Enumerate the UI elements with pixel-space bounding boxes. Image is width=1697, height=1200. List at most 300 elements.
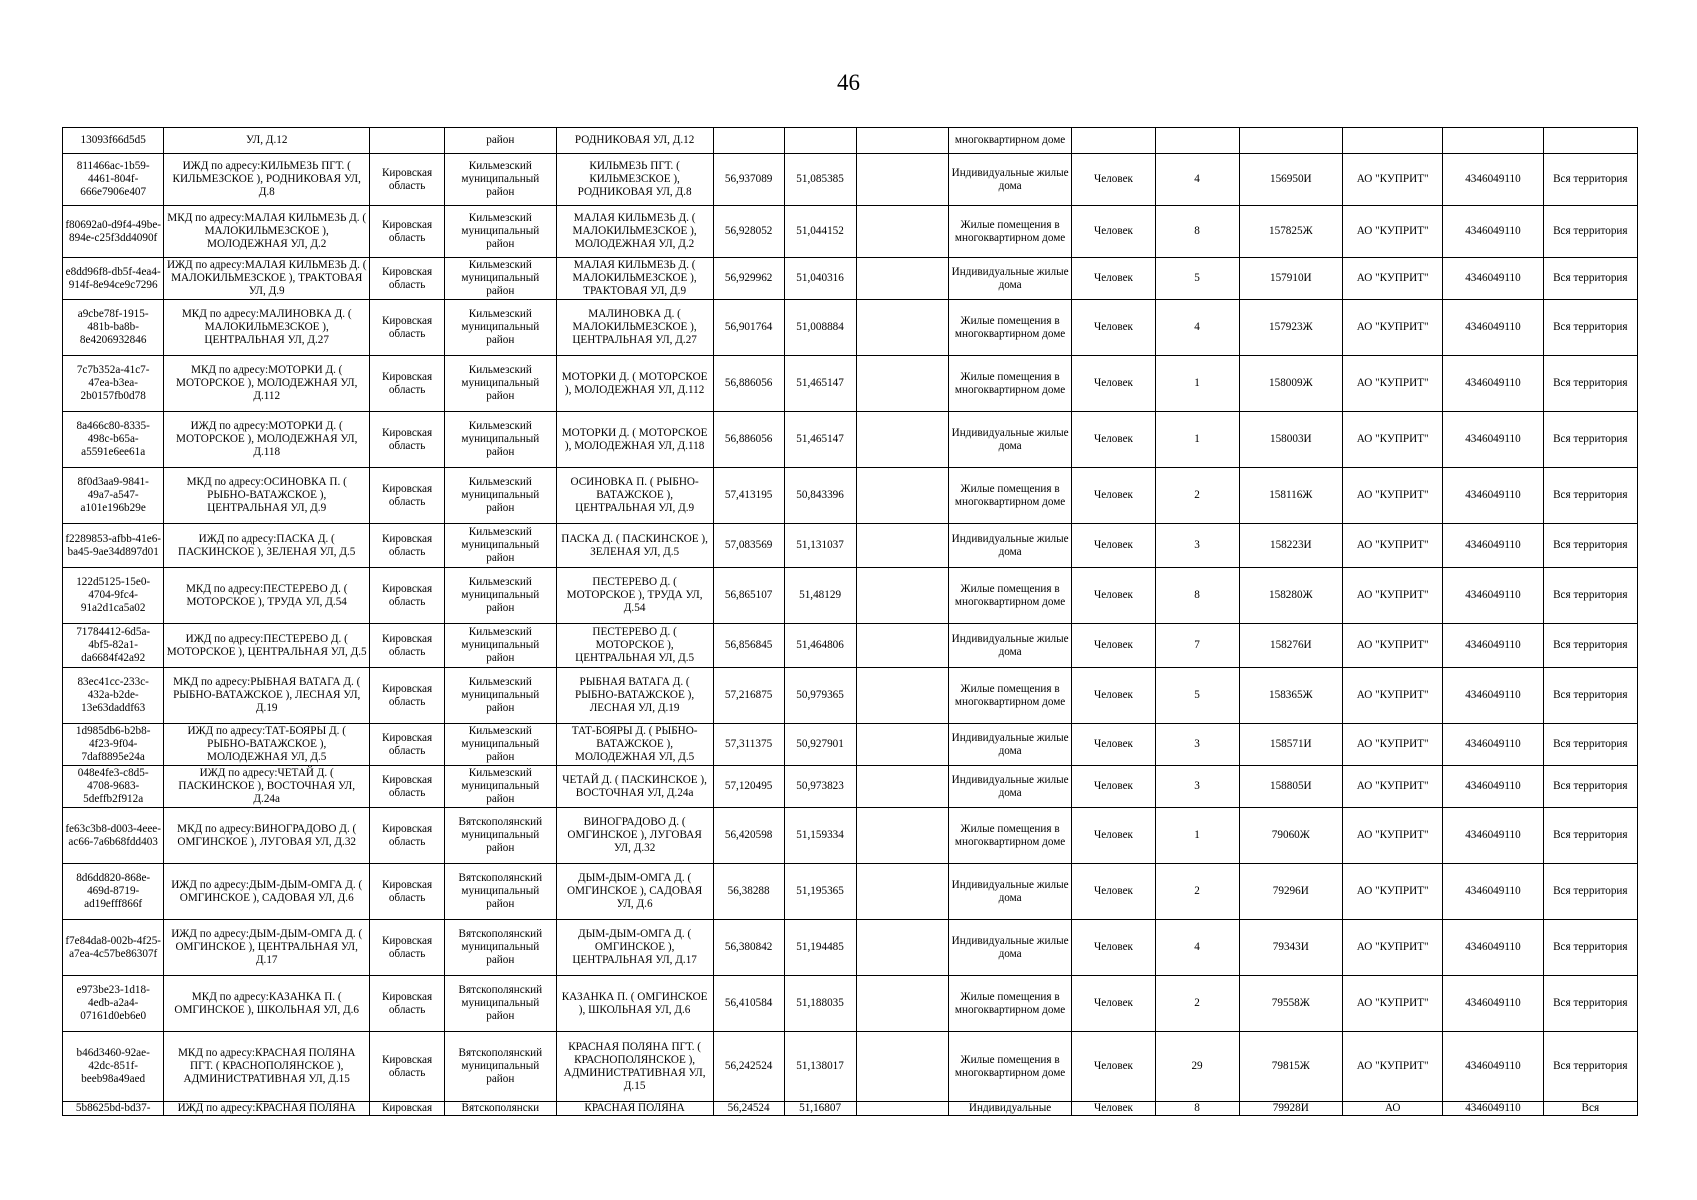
- cell-region: Кировская область: [370, 864, 445, 920]
- cell-object-description: МКД по адресу:МАЛИНОВКА Д. ( МАЛОКИЛЬМЕЗСКОЕ ), ЦЕНТРАЛЬНАЯ УЛ, Д.27: [164, 300, 370, 356]
- cell-longitude: 51,48129: [784, 568, 856, 624]
- cell-object-description: МКД по адресу:ПЕСТЕРЕВО Д. ( МОТОРСКОЕ ), ТРУДА УЛ, Д.54: [164, 568, 370, 624]
- cell-empty-column: [856, 568, 948, 624]
- cell-region: Кировская область: [370, 206, 445, 258]
- table-body: [63, 128, 1638, 1116]
- cell-code: 157923Ж: [1239, 300, 1342, 356]
- table-row: [63, 624, 1638, 668]
- cell-unit: Человек: [1072, 206, 1155, 258]
- cell-housing-type: Жилые помещения в многоквартирном доме: [948, 1032, 1072, 1102]
- cell-municipal-district: Кильмезский муниципальный район: [445, 724, 556, 766]
- cell-longitude: 51,465147: [784, 412, 856, 468]
- cell-municipal-district: Кильмезский муниципальный район: [445, 154, 556, 206]
- cell-empty-column: [856, 864, 948, 920]
- cell-unit: Человек: [1072, 154, 1155, 206]
- cell-housing-type: Индивидуальные жилые дома: [948, 724, 1072, 766]
- cell-inn: 4346049110: [1443, 668, 1543, 724]
- cell-longitude: 51,465147: [784, 356, 856, 412]
- cell-empty-column: [856, 724, 948, 766]
- cell-inn: 4346049110: [1443, 412, 1543, 468]
- table-row: [63, 300, 1638, 356]
- table-row: [63, 468, 1638, 524]
- cell-territory: Вся территория: [1543, 1032, 1637, 1102]
- cell-address: МАЛАЯ КИЛЬМЕЗЬ Д. ( МАЛОКИЛЬМЕЗСКОЕ ), МОЛОДЕЖНАЯ УЛ, Д.2: [556, 206, 713, 258]
- cell-empty-column: [856, 300, 948, 356]
- cell-object-description: ИЖД по адресу:КИЛЬМЕЗЬ ПГТ. ( КИЛЬМЕЗСКОЕ ), РОДНИКОВАЯ УЛ, Д.8: [164, 154, 370, 206]
- cell-company: АО "КУПРИТ": [1342, 206, 1442, 258]
- cell-count: 2: [1155, 468, 1239, 524]
- cell-region: Кировская область: [370, 524, 445, 568]
- cell-code: 79296И: [1239, 864, 1342, 920]
- cell-municipal-district: Кильмезский муниципальный район: [445, 412, 556, 468]
- cell-address: РОДНИКОВАЯ УЛ, Д.12: [556, 128, 713, 154]
- cell-housing-type: Индивидуальные жилые дома: [948, 524, 1072, 568]
- cell-housing-type: Жилые помещения в многоквартирном доме: [948, 356, 1072, 412]
- cell-company: [1342, 128, 1442, 154]
- cell-latitude: 56,380842: [713, 920, 784, 976]
- cell-address: ОСИНОВКА П. ( РЫБНО-ВАТАЖСКОЕ ), ЦЕНТРАЛЬНАЯ УЛ, Д.9: [556, 468, 713, 524]
- cell-housing-type: Индивидуальные жилые дома: [948, 258, 1072, 300]
- cell-uuid: 7c7b352a-41c7-47ea-b3ea-2b0157fb0d78: [63, 356, 164, 412]
- cell-unit: Человек: [1072, 412, 1155, 468]
- cell-address: ЧЕТАЙ Д. ( ПАСКИНСКОЕ ), ВОСТОЧНАЯ УЛ, Д.24а: [556, 766, 713, 808]
- cell-code: 79815Ж: [1239, 1032, 1342, 1102]
- cell-empty-column: [856, 1032, 948, 1102]
- cell-inn: 4346049110: [1443, 864, 1543, 920]
- cell-empty-column: [856, 258, 948, 300]
- cell-territory: Вся территория: [1543, 258, 1637, 300]
- cell-inn: 4346049110: [1443, 1102, 1543, 1116]
- cell-address: МАЛИНОВКА Д. ( МАЛОКИЛЬМЕЗСКОЕ ), ЦЕНТРАЛЬНАЯ УЛ, Д.27: [556, 300, 713, 356]
- cell-inn: 4346049110: [1443, 920, 1543, 976]
- cell-region: Кировская область: [370, 724, 445, 766]
- cell-code: 79928И: [1239, 1102, 1342, 1116]
- cell-company: АО "КУПРИТ": [1342, 468, 1442, 524]
- cell-uuid: 1d985db6-b2b8-4f23-9f04-7daf8895e24a: [63, 724, 164, 766]
- cell-count: 7: [1155, 624, 1239, 668]
- cell-region: Кировская область: [370, 258, 445, 300]
- cell-count: 2: [1155, 976, 1239, 1032]
- cell-inn: 4346049110: [1443, 1032, 1543, 1102]
- cell-municipal-district: Кильмезский муниципальный район: [445, 300, 556, 356]
- cell-count: 1: [1155, 412, 1239, 468]
- cell-empty-column: [856, 356, 948, 412]
- cell-housing-type: Индивидуальные жилые дома: [948, 864, 1072, 920]
- cell-latitude: 56,865107: [713, 568, 784, 624]
- cell-unit: Человек: [1072, 808, 1155, 864]
- cell-inn: 4346049110: [1443, 524, 1543, 568]
- table-row: [63, 206, 1638, 258]
- cell-count: 1: [1155, 356, 1239, 412]
- cell-count: 8: [1155, 1102, 1239, 1116]
- cell-municipal-district: Кильмезский муниципальный район: [445, 356, 556, 412]
- cell-code: 79343И: [1239, 920, 1342, 976]
- cell-region: Кировская область: [370, 356, 445, 412]
- cell-latitude: 56,886056: [713, 356, 784, 412]
- cell-object-description: МКД по адресу:РЫБНАЯ ВАТАГА Д. ( РЫБНО-ВАТАЖСКОЕ ), ЛЕСНАЯ УЛ, Д.19: [164, 668, 370, 724]
- cell-uuid: a9cbe78f-1915-481b-ba8b-8e4206932846: [63, 300, 164, 356]
- table-row: [63, 668, 1638, 724]
- cell-uuid: 83ec41cc-233c-432a-b2de-13e63daddf63: [63, 668, 164, 724]
- cell-object-description: ИЖД по адресу:КРАСНАЯ ПОЛЯНА: [164, 1102, 370, 1116]
- cell-uuid: f2289853-afbb-41e6-ba45-9ae34d897d01: [63, 524, 164, 568]
- cell-housing-type: Жилые помещения в многоквартирном доме: [948, 300, 1072, 356]
- page-number: 46: [837, 70, 860, 95]
- cell-inn: 4346049110: [1443, 568, 1543, 624]
- cell-region: Кировская область: [370, 766, 445, 808]
- cell-municipal-district: Кильмезский муниципальный район: [445, 524, 556, 568]
- cell-unit: Человек: [1072, 300, 1155, 356]
- cell-count: 3: [1155, 524, 1239, 568]
- cell-code: 79558Ж: [1239, 976, 1342, 1032]
- cell-company: АО "КУПРИТ": [1342, 808, 1442, 864]
- cell-object-description: ИЖД по адресу:ДЫМ-ДЫМ-ОМГА Д. ( ОМГИНСКОЕ ), САДОВАЯ УЛ, Д.6: [164, 864, 370, 920]
- cell-longitude: [784, 128, 856, 154]
- cell-municipal-district: Вятскополянский муниципальный район: [445, 920, 556, 976]
- cell-uuid: fe63c3b8-d003-4eee-ac66-7a6b68fdd403: [63, 808, 164, 864]
- cell-housing-type: Жилые помещения в многоквартирном доме: [948, 668, 1072, 724]
- cell-territory: Вся территория: [1543, 412, 1637, 468]
- cell-unit: Человек: [1072, 624, 1155, 668]
- cell-inn: 4346049110: [1443, 258, 1543, 300]
- cell-code: 158116Ж: [1239, 468, 1342, 524]
- cell-municipal-district: Кильмезский муниципальный район: [445, 668, 556, 724]
- cell-municipal-district: Вятскополянский муниципальный район: [445, 1032, 556, 1102]
- cell-empty-column: [856, 668, 948, 724]
- cell-territory: Вся территория: [1543, 864, 1637, 920]
- cell-unit: Человек: [1072, 356, 1155, 412]
- table-row: [63, 128, 1638, 154]
- table-row: [63, 154, 1638, 206]
- cell-company: АО "КУПРИТ": [1342, 568, 1442, 624]
- cell-unit: Человек: [1072, 724, 1155, 766]
- table-row: [63, 808, 1638, 864]
- cell-municipal-district: Кильмезский муниципальный район: [445, 468, 556, 524]
- cell-code: 158276И: [1239, 624, 1342, 668]
- cell-address: ДЫМ-ДЫМ-ОМГА Д. ( ОМГИНСКОЕ ), ЦЕНТРАЛЬНАЯ УЛ, Д.17: [556, 920, 713, 976]
- cell-uuid: e973be23-1d18-4edb-a2a4-07161d0eb6e0: [63, 976, 164, 1032]
- cell-code: 157825Ж: [1239, 206, 1342, 258]
- cell-longitude: 51,008884: [784, 300, 856, 356]
- table-row: [63, 1032, 1638, 1102]
- cell-region: Кировская область: [370, 668, 445, 724]
- table-row: [63, 524, 1638, 568]
- cell-unit: Человек: [1072, 468, 1155, 524]
- cell-latitude: 56,929962: [713, 258, 784, 300]
- cell-company: АО "КУПРИТ": [1342, 356, 1442, 412]
- cell-company: АО "КУПРИТ": [1342, 1032, 1442, 1102]
- cell-territory: Вся территория: [1543, 300, 1637, 356]
- cell-object-description: УЛ, Д.12: [164, 128, 370, 154]
- cell-code: 158571И: [1239, 724, 1342, 766]
- cell-unit: Человек: [1072, 864, 1155, 920]
- cell-housing-type: Индивидуальные жилые дома: [948, 920, 1072, 976]
- cell-territory: Вся территория: [1543, 524, 1637, 568]
- cell-company: АО "КУПРИТ": [1342, 724, 1442, 766]
- cell-uuid: 811466ac-1b59-4461-804f-666e7906e407: [63, 154, 164, 206]
- cell-unit: Человек: [1072, 1032, 1155, 1102]
- cell-empty-column: [856, 1102, 948, 1116]
- cell-object-description: ИЖД по адресу:ПАСКА Д. ( ПАСКИНСКОЕ ), ЗЕЛЕНАЯ УЛ, Д.5: [164, 524, 370, 568]
- cell-region: Кировская область: [370, 1032, 445, 1102]
- cell-unit: Человек: [1072, 766, 1155, 808]
- cell-address: ПЕСТЕРЕВО Д. ( МОТОРСКОЕ ), ЦЕНТРАЛЬНАЯ УЛ, Д.5: [556, 624, 713, 668]
- cell-region: Кировская область: [370, 568, 445, 624]
- cell-code: 158365Ж: [1239, 668, 1342, 724]
- table-row: [63, 356, 1638, 412]
- cell-latitude: 56,928052: [713, 206, 784, 258]
- cell-empty-column: [856, 920, 948, 976]
- cell-empty-column: [856, 976, 948, 1032]
- cell-territory: Вся территория: [1543, 154, 1637, 206]
- cell-latitude: 56,410584: [713, 976, 784, 1032]
- cell-territory: Вся: [1543, 1102, 1637, 1116]
- cell-housing-type: Индивидуальные жилые дома: [948, 154, 1072, 206]
- cell-inn: 4346049110: [1443, 976, 1543, 1032]
- cell-code: 158805И: [1239, 766, 1342, 808]
- cell-object-description: ИЖД по адресу:ПЕСТЕРЕВО Д. ( МОТОРСКОЕ ), ЦЕНТРАЛЬНАЯ УЛ, Д.5: [164, 624, 370, 668]
- cell-territory: Вся территория: [1543, 206, 1637, 258]
- cell-inn: 4346049110: [1443, 154, 1543, 206]
- cell-longitude: 50,979365: [784, 668, 856, 724]
- cell-count: 4: [1155, 920, 1239, 976]
- cell-company: АО "КУПРИТ": [1342, 920, 1442, 976]
- cell-housing-type: Жилые помещения в многоквартирном доме: [948, 808, 1072, 864]
- cell-territory: Вся территория: [1543, 808, 1637, 864]
- cell-longitude: 51,085385: [784, 154, 856, 206]
- cell-company: АО "КУПРИТ": [1342, 668, 1442, 724]
- table-row: [63, 412, 1638, 468]
- cell-address: ПАСКА Д. ( ПАСКИНСКОЕ ), ЗЕЛЕНАЯ УЛ, Д.5: [556, 524, 713, 568]
- cell-latitude: 56,38288: [713, 864, 784, 920]
- cell-territory: Вся территория: [1543, 668, 1637, 724]
- cell-inn: 4346049110: [1443, 468, 1543, 524]
- cell-empty-column: [856, 128, 948, 154]
- cell-latitude: 57,083569: [713, 524, 784, 568]
- cell-address: КРАСНАЯ ПОЛЯНА ПГТ. ( КРАСНОПОЛЯНСКОЕ ), АДМИНИСТРАТИВНАЯ УЛ, Д.15: [556, 1032, 713, 1102]
- cell-latitude: 56,420598: [713, 808, 784, 864]
- cell-company: АО "КУПРИТ": [1342, 300, 1442, 356]
- cell-company: АО "КУПРИТ": [1342, 524, 1442, 568]
- cell-uuid: e8dd96f8-db5f-4ea4-914f-8e94ce9c7296: [63, 258, 164, 300]
- cell-longitude: 51,131037: [784, 524, 856, 568]
- cell-longitude: 51,464806: [784, 624, 856, 668]
- cell-empty-column: [856, 524, 948, 568]
- cell-uuid: 122d5125-15e0-4704-9fc4-91a2d1ca5a02: [63, 568, 164, 624]
- cell-company: АО: [1342, 1102, 1442, 1116]
- cell-longitude: 50,927901: [784, 724, 856, 766]
- cell-object-description: ИЖД по адресу:МАЛАЯ КИЛЬМЕЗЬ Д. ( МАЛОКИЛЬМЕЗСКОЕ ), ТРАКТОВАЯ УЛ, Д.9: [164, 258, 370, 300]
- cell-inn: 4346049110: [1443, 766, 1543, 808]
- cell-empty-column: [856, 412, 948, 468]
- cell-territory: Вся территория: [1543, 724, 1637, 766]
- cell-address: РЫБНАЯ ВАТАГА Д. ( РЫБНО-ВАТАЖСКОЕ ), ЛЕСНАЯ УЛ, Д.19: [556, 668, 713, 724]
- cell-latitude: 57,413195: [713, 468, 784, 524]
- cell-count: 3: [1155, 724, 1239, 766]
- cell-object-description: МКД по адресу:МАЛАЯ КИЛЬМЕЗЬ Д. ( МАЛОКИЛЬМЕЗСКОЕ ), МОЛОДЕЖНАЯ УЛ, Д.2: [164, 206, 370, 258]
- table-row: [63, 766, 1638, 808]
- cell-longitude: 50,973823: [784, 766, 856, 808]
- cell-address: ВИНОГРАДОВО Д. ( ОМГИНСКОЕ ), ЛУГОВАЯ УЛ, Д.32: [556, 808, 713, 864]
- table-row: [63, 1102, 1638, 1116]
- table-row: [63, 568, 1638, 624]
- cell-housing-type: Жилые помещения в многоквартирном доме: [948, 206, 1072, 258]
- cell-latitude: [713, 128, 784, 154]
- cell-territory: Вся территория: [1543, 920, 1637, 976]
- cell-longitude: 51,138017: [784, 1032, 856, 1102]
- cell-territory: [1543, 128, 1637, 154]
- cell-object-description: МКД по адресу:МОТОРКИ Д. ( МОТОРСКОЕ ), МОЛОДЕЖНАЯ УЛ, Д.112: [164, 356, 370, 412]
- cell-latitude: 57,311375: [713, 724, 784, 766]
- cell-longitude: 51,16807: [784, 1102, 856, 1116]
- cell-code: 157910И: [1239, 258, 1342, 300]
- cell-count: 4: [1155, 154, 1239, 206]
- cell-housing-type: Жилые помещения в многоквартирном доме: [948, 568, 1072, 624]
- cell-empty-column: [856, 206, 948, 258]
- cell-region: [370, 128, 445, 154]
- cell-company: АО "КУПРИТ": [1342, 412, 1442, 468]
- table-row: [63, 258, 1638, 300]
- cell-housing-type: многоквартирном доме: [948, 128, 1072, 154]
- cell-latitude: 56,856845: [713, 624, 784, 668]
- cell-municipal-district: Кильмезский муниципальный район: [445, 624, 556, 668]
- cell-code: 158009Ж: [1239, 356, 1342, 412]
- cell-housing-type: Индивидуальные жилые дома: [948, 624, 1072, 668]
- table-row: [63, 920, 1638, 976]
- cell-unit: Человек: [1072, 568, 1155, 624]
- cell-longitude: 51,159334: [784, 808, 856, 864]
- cell-housing-type: Индивидуальные жилые дома: [948, 412, 1072, 468]
- cell-count: 3: [1155, 766, 1239, 808]
- cell-company: АО "КУПРИТ": [1342, 258, 1442, 300]
- cell-municipal-district: район: [445, 128, 556, 154]
- cell-count: [1155, 128, 1239, 154]
- cell-address: ТАТ-БОЯРЫ Д. ( РЫБНО-ВАТАЖСКОЕ ), МОЛОДЕЖНАЯ УЛ, Д.5: [556, 724, 713, 766]
- cell-code: 79060Ж: [1239, 808, 1342, 864]
- table-row: [63, 976, 1638, 1032]
- cell-territory: Вся территория: [1543, 766, 1637, 808]
- cell-object-description: ИЖД по адресу:МОТОРКИ Д. ( МОТОРСКОЕ ), МОЛОДЕЖНАЯ УЛ, Д.118: [164, 412, 370, 468]
- cell-municipal-district: Вятскополянский муниципальный район: [445, 864, 556, 920]
- cell-region: Кировская: [370, 1102, 445, 1116]
- cell-empty-column: [856, 766, 948, 808]
- cell-inn: [1443, 128, 1543, 154]
- cell-unit: Человек: [1072, 668, 1155, 724]
- cell-uuid: 13093f66d5d5: [63, 128, 164, 154]
- cell-address: КАЗАНКА П. ( ОМГИНСКОЕ ), ШКОЛЬНАЯ УЛ, Д.6: [556, 976, 713, 1032]
- cell-region: Кировская область: [370, 624, 445, 668]
- cell-unit: Человек: [1072, 1102, 1155, 1116]
- cell-code: 158223И: [1239, 524, 1342, 568]
- cell-code: 156950И: [1239, 154, 1342, 206]
- cell-object-description: ИЖД по адресу:ДЫМ-ДЫМ-ОМГА Д. ( ОМГИНСКОЕ ), ЦЕНТРАЛЬНАЯ УЛ, Д.17: [164, 920, 370, 976]
- cell-region: Кировская область: [370, 468, 445, 524]
- cell-longitude: 51,044152: [784, 206, 856, 258]
- cell-code: 158003И: [1239, 412, 1342, 468]
- cell-code: 158280Ж: [1239, 568, 1342, 624]
- cell-region: Кировская область: [370, 154, 445, 206]
- cell-count: 8: [1155, 206, 1239, 258]
- cell-housing-type: Индивидуальные жилые дома: [948, 766, 1072, 808]
- data-table: [62, 127, 1638, 1116]
- cell-count: 4: [1155, 300, 1239, 356]
- cell-territory: Вся территория: [1543, 976, 1637, 1032]
- cell-object-description: ИЖД по адресу:ТАТ-БОЯРЫ Д. ( РЫБНО-ВАТАЖСКОЕ ), МОЛОДЕЖНАЯ УЛ, Д.5: [164, 724, 370, 766]
- cell-object-description: МКД по адресу:КАЗАНКА П. ( ОМГИНСКОЕ ), ШКОЛЬНАЯ УЛ, Д.6: [164, 976, 370, 1032]
- cell-latitude: 56,937089: [713, 154, 784, 206]
- cell-address: МОТОРКИ Д. ( МОТОРСКОЕ ), МОЛОДЕЖНАЯ УЛ, Д.112: [556, 356, 713, 412]
- table-row: [63, 724, 1638, 766]
- cell-longitude: 51,188035: [784, 976, 856, 1032]
- cell-address: ДЫМ-ДЫМ-ОМГА Д. ( ОМГИНСКОЕ ), САДОВАЯ УЛ, Д.6: [556, 864, 713, 920]
- cell-latitude: 57,120495: [713, 766, 784, 808]
- cell-territory: Вся территория: [1543, 568, 1637, 624]
- cell-company: АО "КУПРИТ": [1342, 766, 1442, 808]
- cell-company: АО "КУПРИТ": [1342, 864, 1442, 920]
- cell-latitude: 56,242524: [713, 1032, 784, 1102]
- cell-object-description: МКД по адресу:КРАСНАЯ ПОЛЯНА ПГТ. ( КРАСНОПОЛЯНСКОЕ ), АДМИНИСТРАТИВНАЯ УЛ, Д.15: [164, 1032, 370, 1102]
- cell-empty-column: [856, 468, 948, 524]
- cell-region: Кировская область: [370, 920, 445, 976]
- cell-address: ПЕСТЕРЕВО Д. ( МОТОРСКОЕ ), ТРУДА УЛ, Д.54: [556, 568, 713, 624]
- cell-municipal-district: Кильмезский муниципальный район: [445, 258, 556, 300]
- cell-count: 2: [1155, 864, 1239, 920]
- cell-municipal-district: Вятскополянский муниципальный район: [445, 976, 556, 1032]
- table-row: [63, 864, 1638, 920]
- cell-unit: [1072, 128, 1155, 154]
- cell-longitude: 51,194485: [784, 920, 856, 976]
- cell-municipal-district: Кильмезский муниципальный район: [445, 206, 556, 258]
- cell-address: МОТОРКИ Д. ( МОТОРСКОЕ ), МОЛОДЕЖНАЯ УЛ, Д.118: [556, 412, 713, 468]
- cell-empty-column: [856, 624, 948, 668]
- cell-company: АО "КУПРИТ": [1342, 976, 1442, 1032]
- cell-address: КРАСНАЯ ПОЛЯНА: [556, 1102, 713, 1116]
- cell-region: Кировская область: [370, 412, 445, 468]
- cell-inn: 4346049110: [1443, 356, 1543, 412]
- cell-municipal-district: Кильмезский муниципальный район: [445, 766, 556, 808]
- cell-longitude: 51,040316: [784, 258, 856, 300]
- cell-inn: 4346049110: [1443, 206, 1543, 258]
- cell-region: Кировская область: [370, 300, 445, 356]
- cell-uuid: 8a466c80-8335-498c-b65a-a5591e6ee61a: [63, 412, 164, 468]
- cell-object-description: ИЖД по адресу:ЧЕТАЙ Д. ( ПАСКИНСКОЕ ), ВОСТОЧНАЯ УЛ, Д.24а: [164, 766, 370, 808]
- cell-uuid: f80692a0-d9f4-49be-894e-c25f3dd4090f: [63, 206, 164, 258]
- cell-housing-type: Индивидуальные: [948, 1102, 1072, 1116]
- cell-territory: Вся территория: [1543, 468, 1637, 524]
- cell-unit: Человек: [1072, 524, 1155, 568]
- cell-municipal-district: Вятскополянский муниципальный район: [445, 808, 556, 864]
- cell-uuid: 71784412-6d5a-4bf5-82a1-da6684f42a92: [63, 624, 164, 668]
- cell-code: [1239, 128, 1342, 154]
- cell-address: МАЛАЯ КИЛЬМЕЗЬ Д. ( МАЛОКИЛЬМЕЗСКОЕ ), ТРАКТОВАЯ УЛ, Д.9: [556, 258, 713, 300]
- cell-object-description: МКД по адресу:ВИНОГРАДОВО Д. ( ОМГИНСКОЕ ), ЛУГОВАЯ УЛ, Д.32: [164, 808, 370, 864]
- cell-count: 5: [1155, 258, 1239, 300]
- cell-company: АО "КУПРИТ": [1342, 154, 1442, 206]
- cell-region: Кировская область: [370, 808, 445, 864]
- cell-company: АО "КУПРИТ": [1342, 624, 1442, 668]
- cell-housing-type: Жилые помещения в многоквартирном доме: [948, 468, 1072, 524]
- cell-latitude: 56,886056: [713, 412, 784, 468]
- cell-inn: 4346049110: [1443, 300, 1543, 356]
- cell-uuid: 8f0d3aa9-9841-49a7-a547-a101e196b29e: [63, 468, 164, 524]
- cell-latitude: 56,901764: [713, 300, 784, 356]
- cell-uuid: 8d6dd820-868e-469d-8719-ad19efff866f: [63, 864, 164, 920]
- cell-uuid: f7e84da8-002b-4f25-a7ea-4c57be86307f: [63, 920, 164, 976]
- cell-uuid: 5b8625bd-bd37-: [63, 1102, 164, 1116]
- cell-count: 1: [1155, 808, 1239, 864]
- cell-inn: 4346049110: [1443, 624, 1543, 668]
- cell-territory: Вся территория: [1543, 624, 1637, 668]
